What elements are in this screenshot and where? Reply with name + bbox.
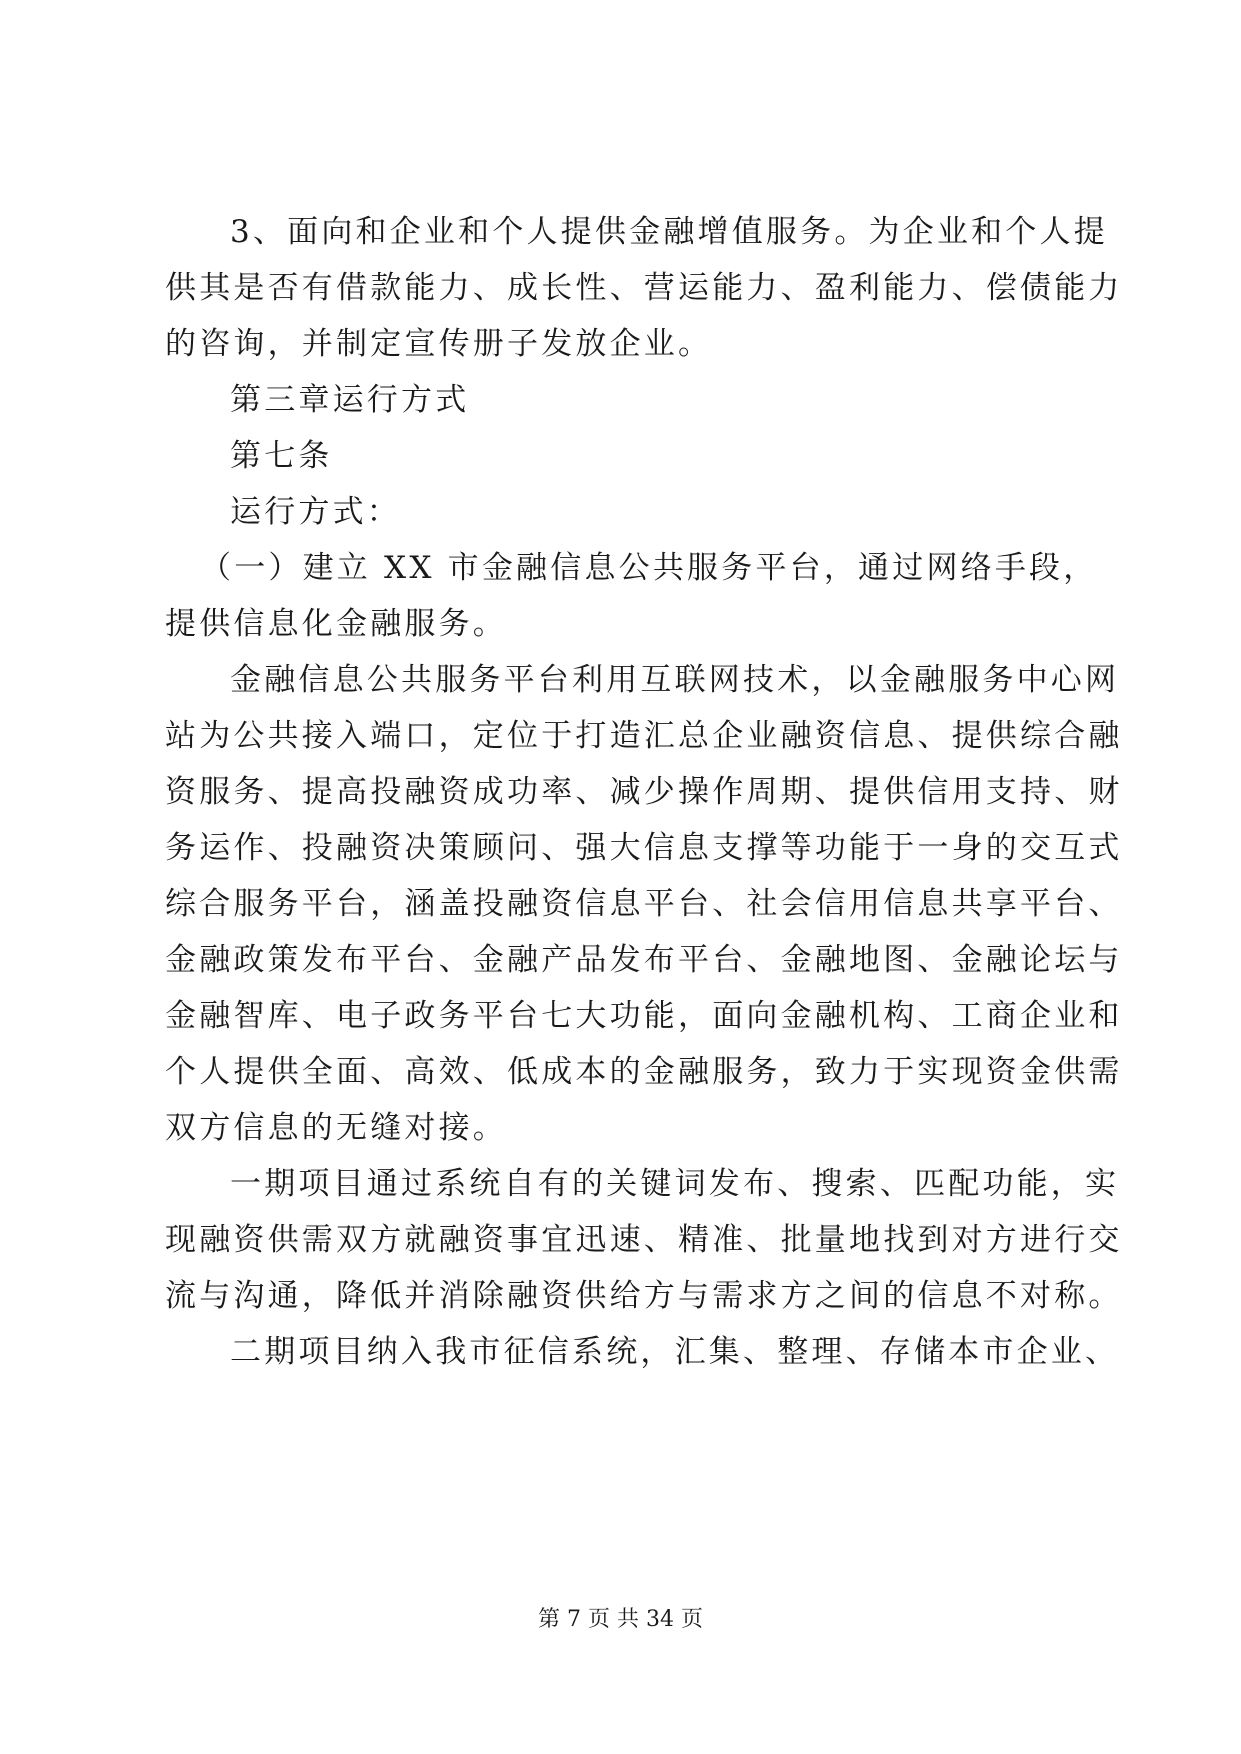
paragraph-line: 供其是否有借款能力、成长性、营运能力、盈利能力、偿债能力	[165, 270, 1123, 306]
paragraph-line: 现融资供需双方就融资事宜迅速、精准、批量地找到对方进行交	[165, 1222, 1123, 1258]
paragraph-line: 资服务、提高投融资成功率、减少操作周期、提供信用支持、财	[165, 774, 1123, 810]
paragraph-line: 一期项目通过系统自有的关键词发布、搜索、匹配功能，实	[230, 1166, 1120, 1202]
chapter-heading: 第三章运行方式	[230, 382, 470, 418]
paragraph-line: 双方信息的无缝对接。	[165, 1110, 507, 1146]
paragraph-line: 务运作、投融资决策顾问、强大信息支撑等功能于一身的交互式	[165, 830, 1123, 866]
page-number-footer: 第 7 页 共 34 页	[538, 1607, 703, 1632]
paragraph-line: 站为公共接入端口，定位于打造汇总企业融资信息、提供综合融	[165, 718, 1123, 754]
paragraph-line: 的咨询，并制定宣传册子发放企业。	[165, 326, 713, 362]
paragraph-line: 金融智库、电子政务平台七大功能，面向金融机构、工商企业和	[165, 998, 1123, 1034]
paragraph-line: （一）建立 XX 市金融信息公共服务平台，通过网络手段，	[200, 550, 1098, 586]
paragraph-line: 3、面向和企业和个人提供金融增值服务。为企业和个人提	[230, 214, 1108, 250]
paragraph-line: 流与沟通，降低并消除融资供给方与需求方之间的信息不对称。	[165, 1278, 1123, 1314]
paragraph-line: 综合服务平台，涵盖投融资信息平台、社会信用信息共享平台、	[165, 886, 1123, 922]
paragraph-line: 个人提供全面、高效、低成本的金融服务，致力于实现资金供需	[165, 1054, 1123, 1090]
section-label: 运行方式：	[230, 494, 401, 530]
paragraph-line: 金融政策发布平台、金融产品发布平台、金融地图、金融论坛与	[165, 942, 1123, 978]
paragraph-line: 提供信息化金融服务。	[165, 606, 507, 642]
paragraph-line: 二期项目纳入我市征信系统，汇集、整理、存储本市企业、	[230, 1334, 1120, 1370]
article-heading: 第七条	[230, 438, 333, 474]
paragraph-line: 金融信息公共服务平台利用互联网技术，以金融服务中心网	[230, 662, 1120, 698]
